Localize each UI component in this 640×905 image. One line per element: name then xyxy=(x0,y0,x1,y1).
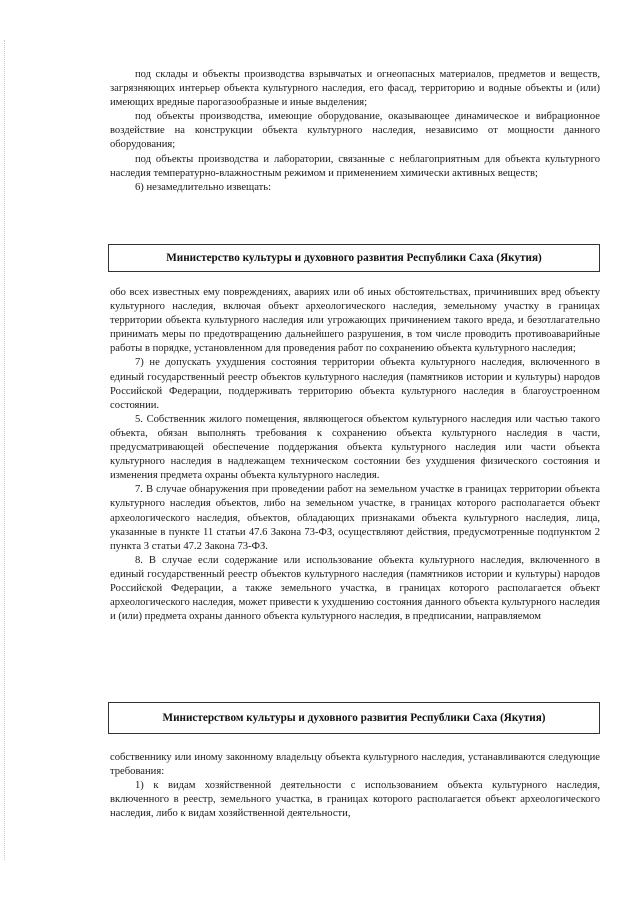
paragraph: под объекты производства и лаборатории, связанные с неблагоприятным для объекта культурного наследия температурно-влажностным режимом и применением химически активных веществ; xyxy=(110,153,600,179)
scan-margin-marks xyxy=(4,40,7,860)
paragraph: 8. В случае если содержание или использование объекта культурного наследия, включенного в единый государственный реестр объектов культурного наследия (памятников истории и культуры) народов Российской Федерации, а также земельного участка, в границах которого располагается объект археологического наследия, может привести к ухудшению состояния данного объекта культурного наследия и (или) предмета охраны данного объекта культурного наследия, в предписании, направляемом xyxy=(110,554,600,623)
section-2 xyxy=(110,286,600,624)
section-1 xyxy=(110,68,600,195)
paragraph: собственнику или иному законному владельцу объекта культурного наследия, устанавливаются следующие требования: xyxy=(110,752,600,778)
section-3 xyxy=(110,751,600,821)
paragraph: 1) к видам хозяйственной деятельности с использованием объекта культурного наследия, включенного в реестр, земельного участка, в границах которого располагается объект археологического наследия, либо к видам хозяйственной деятельности, xyxy=(110,780,600,820)
paragraph: 7. В случае обнаружения при проведении работ на земельном участке в границах территории объекта культурного наследия объектов, либо на земельном участке, в границах которого располагается объект археологического наследия, объектов, обладающих признаками объекта культурного наследия, лица, указанные в пункте 11 статьи 47.6 Закона 73-ФЗ, осуществляют действия, предусмотренные подпунктом 2 пункта 3 статьи 47.2 Закона 73-ФЗ. xyxy=(110,484,600,552)
paragraph: обо всех известных ему повреждениях, авариях или об иных обстоятельствах, причинивших вред объекту культурного наследия, включая объект археологического наследия, земельному участку в границах территории объекта культурного наследия или угрожающих причинением такого вреда, и безотлагательно принимать меры по предотвращению дальнейшего разрушения, в том числе проводить противоаварийные работы в порядке, установленном для проведения работ по сохранению объекта культурного наследия; xyxy=(110,287,600,355)
paragraph: под объекты производства, имеющие оборудование, оказывающее динамическое и вибрационное воздействие на конструкции объекта культурного наследия, независимо от мощности данного оборудования; xyxy=(110,111,600,151)
paragraph: 7) не допускать ухудшения состояния территории объекта культурного наследия, включенного в единый государственный реестр объектов культурного наследия (памятников истории и культуры) народов Российской Федерации, поддерживать территорию объекта культурного наследия в благоустроенном состоянии. xyxy=(110,357,600,411)
paragraph: 5. Собственник жилого помещения, являющегося объектом культурного наследия или частью такого объекта, обязан выполнять требования к сохранению объекта культурного наследия в части, предусматривающей обеспечение поддержания объекта культурного наследия или части объекта культурного наследия в надлежащем техническом состоянии без ухудшения физического состояния и изменения предмета охраны объекта культурного наследия. xyxy=(110,413,600,482)
paragraph: 6) незамедлительно извещать: xyxy=(135,181,272,193)
paragraph: под склады и объекты производства взрывчатых и огнеопасных материалов, предметов и веществ, загрязняющих интерьер объекта культурного наследия, его фасад, территорию и водные объекты и (или) имеющих вредные парогазообразные и иные выделения; xyxy=(110,69,600,109)
authority-box-2: Министерством культуры и духовного развития Республики Саха (Якутия) xyxy=(108,702,600,734)
authority-box-1: Министерство культуры и духовного развития Республики Саха (Якутия) xyxy=(108,244,600,272)
